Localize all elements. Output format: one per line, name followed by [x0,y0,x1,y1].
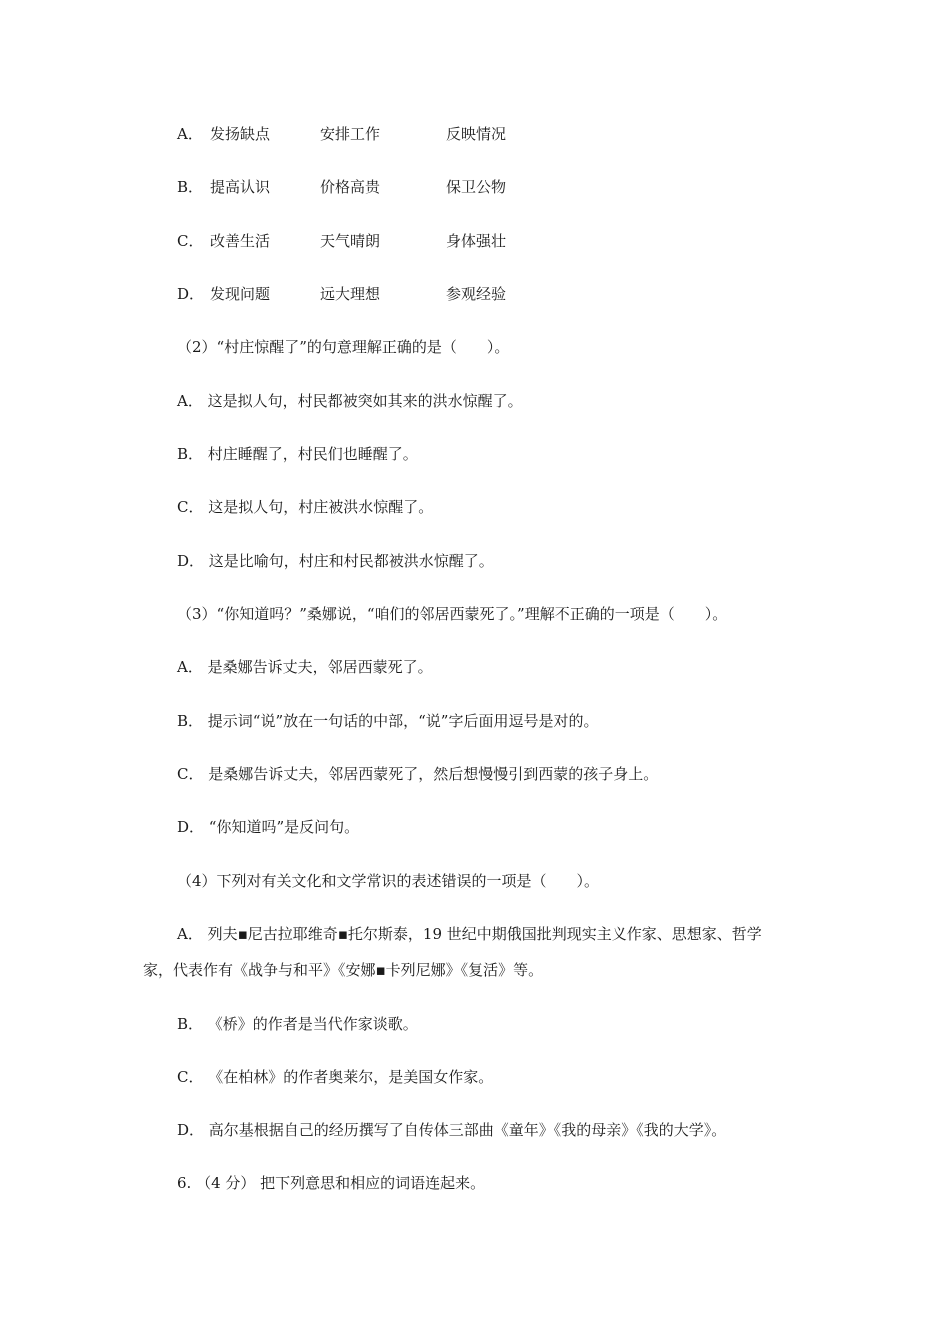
q4-option-a-line-1: A． 列夫▪尼古拉耶维奇▪托尔斯泰，19 世纪中期俄国批判现实主义作家、思想家、哲学 [177,925,762,943]
word-2: 价格高贵 [320,178,381,196]
q3-option-a: A． 是桑娜告诉丈夫，邻居西蒙死了。 [177,658,433,676]
q4-option-a-line-2: 家，代表作有《战争与和平》《安娜▪卡列尼娜》《复活》等。 [143,961,544,979]
question-3-stem: （3）“你知道吗？”桑娜说，“咱们的邻居西蒙死了。”理解不正确的一项是（ ）。 [177,605,728,623]
q3-option-c: C． 是桑娜告诉丈夫，邻居西蒙死了，然后想慢慢引到西蒙的孩子身上。 [177,765,659,783]
q2-option-c: C． 这是拟人句，村庄被洪水惊醒了。 [177,498,434,516]
question-4-stem: （4）下列对有关文化和文学常识的表述错误的一项是（ ）。 [177,872,600,890]
q4-option-b: B． 《桥》的作者是当代作家谈歌。 [177,1015,418,1033]
option-letter: D． [177,285,205,303]
word-2: 天气晴朗 [320,232,381,250]
word-3: 身体强壮 [446,232,507,250]
q2-option-d: D． 这是比喻句，村庄和村民都被洪水惊醒了。 [177,552,494,570]
word-3: 保卫公物 [446,178,507,196]
q4-option-c: C． 《在柏林》的作者奥莱尔，是美国女作家。 [177,1068,494,1086]
question-2-stem: （2）“村庄惊醒了”的句意理解正确的是（ ）。 [177,338,510,356]
word-1: 提高认识 [210,178,271,196]
q2-option-a: A． 这是拟人句，村民都被突如其来的洪水惊醒了。 [177,392,523,410]
word-2: 安排工作 [320,125,381,143]
option-letter: B． [177,178,204,196]
word-3: 反映情况 [446,125,507,143]
word-1: 改善生活 [210,232,271,250]
word-1: 发扬缺点 [210,125,271,143]
q4-option-d: D． 高尔基根据自己的经历撰写了自传体三部曲《童年》《我的母亲》《我的大学》。 [177,1121,727,1139]
word-3: 参观经验 [446,285,507,303]
q1-option-b [177,177,577,197]
q2-option-b: B． 村庄睡醒了，村民们也睡醒了。 [177,445,418,463]
q1-option-c [177,231,577,251]
question-6: 6. （4 分） 把下列意思和相应的词语连起来。 [177,1174,486,1192]
option-letter: A． [177,125,203,143]
q3-option-d: D． “你知道吗”是反问句。 [177,818,360,836]
q1-option-a [177,124,577,144]
q1-option-d [177,284,577,304]
option-letter: C． [177,232,204,250]
word-2: 远大理想 [320,285,381,303]
word-1: 发现问题 [210,285,271,303]
q3-option-b: B． 提示词“说”放在一句话的中部，“说”字后面用逗号是对的。 [177,712,599,730]
